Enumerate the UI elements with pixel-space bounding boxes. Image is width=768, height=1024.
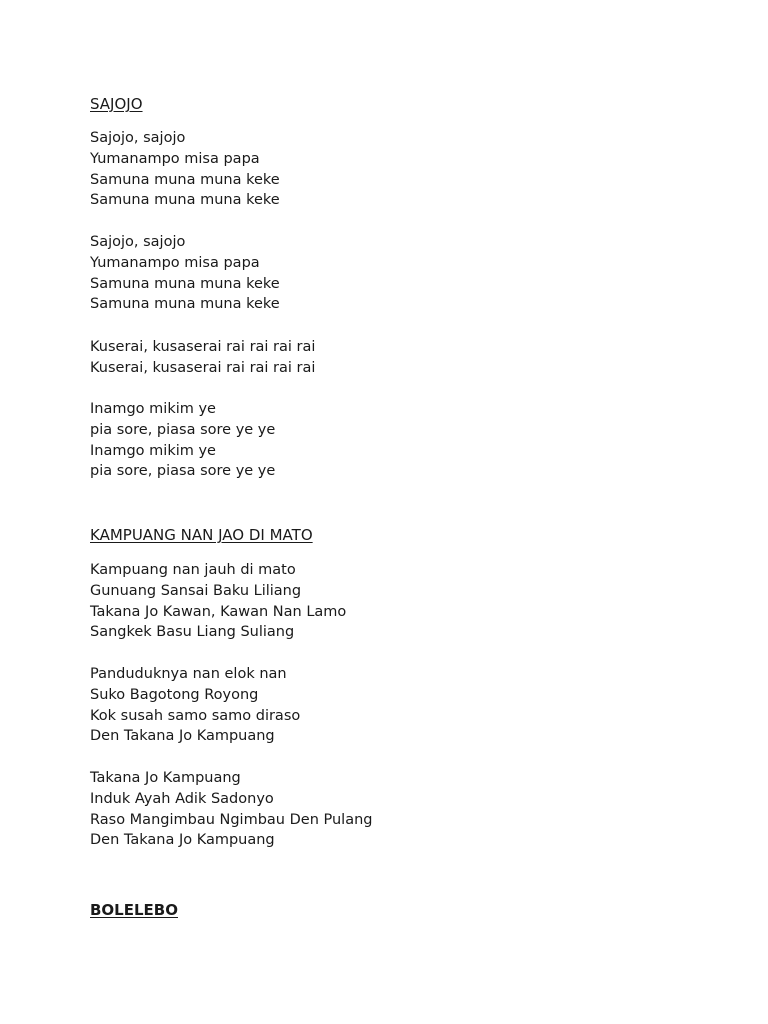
lyric-line: Inamgo mikim ye bbox=[90, 401, 216, 417]
lyric-line: pia sore, piasa sore ye ye bbox=[90, 463, 276, 480]
stanza bbox=[90, 768, 372, 851]
lyric-line: Panduduknya nan elok nan bbox=[90, 666, 287, 682]
lyric-line: Yumanampo misa papa bbox=[90, 254, 260, 271]
song-title-sajojo: SAJOJO bbox=[90, 95, 143, 113]
lyric-line: Samuna muna muna keke bbox=[90, 296, 280, 313]
lyric-line: Samuna muna muna keke bbox=[90, 275, 280, 292]
lyric-line: Sangkek Basu Liang Suliang bbox=[90, 624, 295, 641]
lyric-line: Takana Jo Kampuang bbox=[90, 770, 241, 786]
lyric-line: Samuna muna muna keke bbox=[90, 192, 280, 209]
lyric-line: Kuserai, kusaserai rai rai rai rai bbox=[90, 339, 316, 355]
lyric-line: Suko Bagotong Royong bbox=[90, 686, 259, 703]
stanza bbox=[90, 128, 280, 211]
lyric-line: Kampuang nan jauh di mato bbox=[90, 562, 296, 578]
lyric-line: Yumanampo misa papa bbox=[90, 150, 260, 167]
lyric-line: Den Takana Jo Kampuang bbox=[90, 728, 275, 745]
stanza bbox=[90, 399, 275, 482]
lyric-line: Sajojo, sajojo bbox=[90, 130, 186, 146]
stanza bbox=[90, 664, 300, 747]
lyric-line: pia sore, piasa sore ye ye bbox=[90, 421, 276, 438]
lyric-line: Samuna muna muna keke bbox=[90, 171, 280, 188]
lyric-line: Den Takana Jo Kampuang bbox=[90, 832, 275, 849]
lyric-line: Inamgo mikim ye bbox=[90, 442, 216, 459]
lyric-line: Induk Ayah Adik Sadonyo bbox=[90, 790, 274, 807]
lyric-line: Kok susah samo samo diraso bbox=[90, 707, 301, 724]
lyric-line: Gunuang Sansai Baku Liliang bbox=[90, 582, 302, 599]
stanza bbox=[90, 232, 280, 315]
song-title-kampuang: KAMPUANG NAN JAO DI MATO bbox=[90, 526, 313, 544]
lyric-line: Sajojo, sajojo bbox=[90, 234, 186, 250]
lyric-line: Kuserai, kusaserai rai rai rai rai bbox=[90, 359, 316, 376]
stanza bbox=[90, 560, 346, 643]
stanza bbox=[90, 337, 315, 379]
song-title-bolelebo: BOLELEBO bbox=[90, 901, 178, 919]
lyric-line: Takana Jo Kawan, Kawan Nan Lamo bbox=[90, 603, 347, 620]
lyric-line: Raso Mangimbau Ngimbau Den Pulang bbox=[90, 811, 373, 828]
